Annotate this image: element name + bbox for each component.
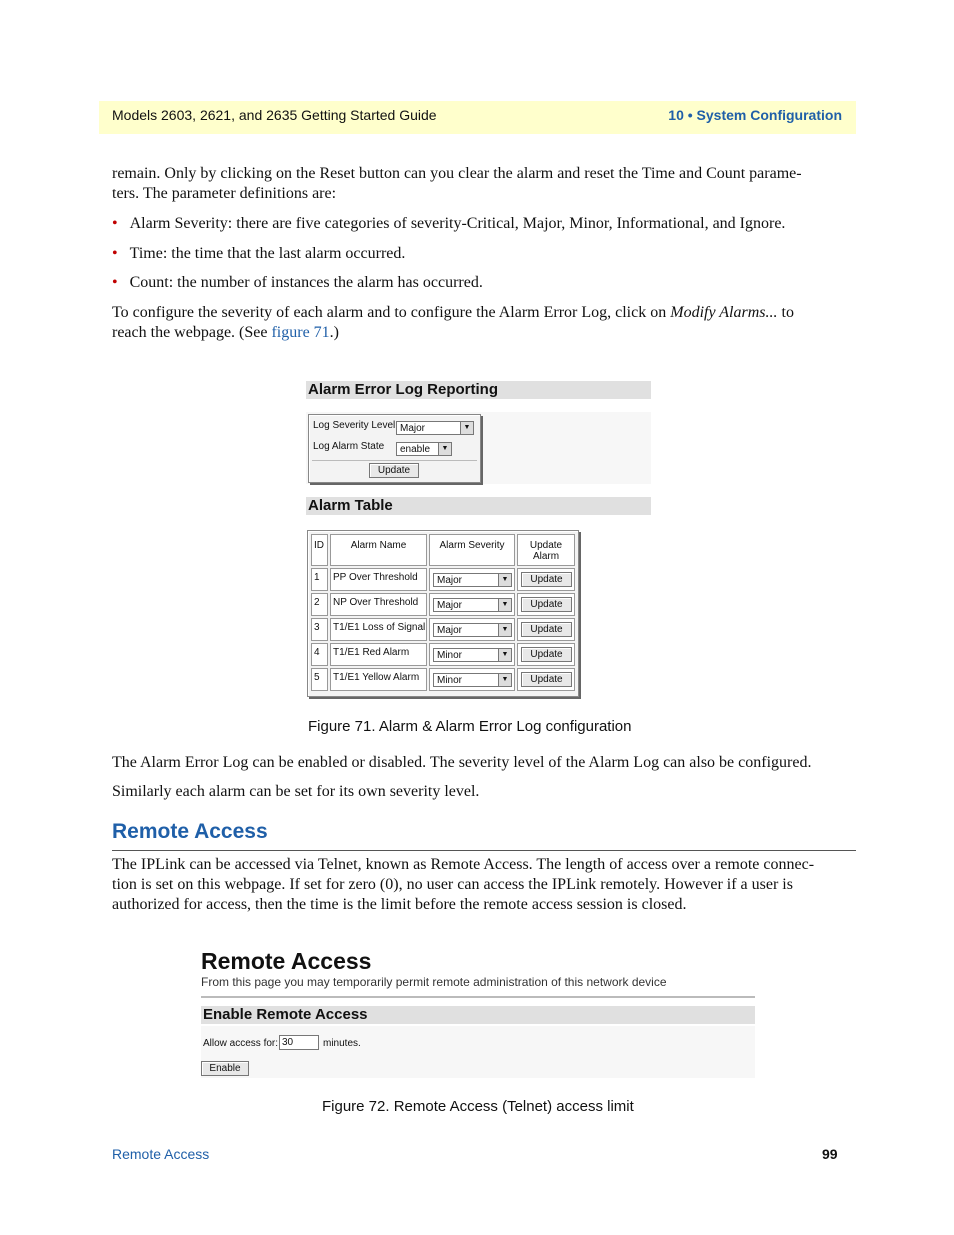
- column-header-id: ID: [311, 534, 328, 566]
- modify-alarms-emphasis: Modify Alarms...: [670, 304, 778, 321]
- table-cell-update: [517, 643, 575, 666]
- table-cell-id: 5: [311, 668, 328, 691]
- remote-access-paragraph: The IPLink can be accessed via Telnet, known as Remote Access. The length of access over a remote connec- tion is set on this webpage. If set for zero (0), no user can access the IPLink remotely. However if a user is authorized for access, then the time is the limit before the remote access session is closed.: [112, 856, 815, 913]
- access-minutes-input[interactable]: 30: [279, 1035, 319, 1050]
- table-cell-update: [517, 618, 575, 641]
- log-reporting-heading: Alarm Error Log Reporting: [306, 381, 651, 399]
- table-cell-update: [517, 568, 575, 591]
- update-alarm-button[interactable]: Update: [521, 647, 572, 662]
- enable-remote-access-panel: [201, 1026, 755, 1078]
- severity-select[interactable]: Major ▼: [433, 573, 512, 587]
- figure-72-caption: Figure 72. Remote Access (Telnet) access limit: [322, 1098, 634, 1115]
- divider: [312, 460, 477, 461]
- page-number: 99: [822, 1146, 838, 1162]
- table-cell-alarm-name: PP Over Threshold: [330, 568, 427, 591]
- column-header-alarm-name: Alarm Name: [330, 534, 427, 566]
- log-severity-select[interactable]: Major ▼: [396, 421, 474, 435]
- section-heading: Remote Access: [112, 820, 268, 843]
- log-update-button[interactable]: Update: [369, 463, 419, 478]
- severity-select[interactable]: Major ▼: [433, 623, 512, 637]
- log-alarm-state-label: Log Alarm State: [313, 441, 385, 452]
- column-header-alarm-severity: Alarm Severity: [429, 534, 515, 566]
- bullet-item: • Count: the number of instances the alarm has occurred.: [112, 274, 483, 291]
- table-cell-alarm-name: NP Over Threshold: [330, 593, 427, 616]
- allow-access-label: Allow access for:: [203, 1038, 279, 1049]
- configure-paragraph: To configure the severity of each alarm and to configure the Alarm Error Log, click on Modify Alarms... to reach the webpage. (See figure 71.): [112, 304, 794, 341]
- footer-section-link[interactable]: Remote Access: [112, 1146, 210, 1162]
- bullet-icon: •: [112, 245, 118, 262]
- severity-select[interactable]: Minor ▼: [433, 673, 512, 687]
- alarm-table: [307, 530, 579, 697]
- figure-71-link[interactable]: figure 71: [271, 324, 330, 341]
- table-cell-alarm-name: T1/E1 Loss of Signal: [330, 618, 427, 641]
- table-cell-severity: [429, 643, 515, 666]
- enable-remote-access-heading: Enable Remote Access: [201, 1006, 755, 1024]
- figure-71-caption: Figure 71. Alarm & Alarm Error Log configuration: [308, 718, 632, 735]
- table-cell-severity: [429, 668, 515, 691]
- remote-access-page-title: Remote Access: [201, 948, 372, 974]
- update-alarm-button[interactable]: Update: [521, 622, 572, 637]
- table-cell-severity: [429, 593, 515, 616]
- intro-paragraph: [112, 164, 834, 204]
- chevron-down-icon: ▼: [498, 599, 511, 611]
- enable-button[interactable]: Enable: [201, 1061, 249, 1076]
- log-alarm-state-select[interactable]: enable ▼: [396, 442, 452, 456]
- table-cell-alarm-name: T1/E1 Red Alarm: [330, 643, 427, 666]
- severity-select[interactable]: Minor ▼: [433, 648, 512, 662]
- update-alarm-button[interactable]: Update: [521, 572, 572, 587]
- table-cell-severity: [429, 568, 515, 591]
- table-cell-alarm-name: T1/E1 Yellow Alarm: [330, 668, 427, 691]
- intro-line-2: ters. The parameter definitions are:: [112, 185, 337, 202]
- chevron-down-icon: ▼: [438, 443, 451, 455]
- alarm-log-paragraph: The Alarm Error Log can be enabled or disabled. The severity level of the Alarm Log can also be configured.: [112, 754, 812, 771]
- table-cell-id: 1: [311, 568, 328, 591]
- bullet-icon: •: [112, 215, 118, 232]
- chevron-down-icon: ▼: [498, 574, 511, 586]
- remote-access-page-subtitle: From this page you may temporarily permit remote administration of this network device: [201, 975, 667, 989]
- divider: [201, 996, 755, 998]
- log-settings-box: [308, 414, 481, 483]
- table-cell-update: [517, 668, 575, 691]
- update-alarm-button[interactable]: Update: [521, 597, 572, 612]
- chevron-down-icon: ▼: [498, 674, 511, 686]
- chevron-down-icon: ▼: [498, 624, 511, 636]
- log-severity-label: Log Severity Level: [313, 420, 396, 431]
- bullet-icon: •: [112, 274, 118, 291]
- bullet-item: • Time: the time that the last alarm occurred.: [112, 245, 406, 262]
- table-cell-update: [517, 593, 575, 616]
- update-alarm-button[interactable]: Update: [521, 672, 572, 687]
- table-cell-severity: [429, 618, 515, 641]
- intro-line-1: remain. Only by clicking on the Reset button can you clear the alarm and reset the Time and Count parame-: [112, 165, 802, 182]
- chevron-down-icon: ▼: [460, 422, 473, 434]
- chevron-down-icon: ▼: [498, 649, 511, 661]
- alarm-severity-paragraph: Similarly each alarm can be set for its own severity level.: [112, 783, 480, 800]
- alarm-table-heading: Alarm Table: [306, 497, 651, 515]
- running-header-chapter: 10 • System Configuration: [668, 107, 842, 123]
- severity-select[interactable]: Major ▼: [433, 598, 512, 612]
- running-header-title: Models 2603, 2621, and 2635 Getting Started Guide: [112, 107, 437, 123]
- bullet-item: • Alarm Severity: there are five categories of severity-Critical, Major, Minor, Informational, and Ignore.: [112, 215, 786, 232]
- column-header-update-alarm: Update Alarm: [517, 534, 575, 566]
- minutes-label: minutes.: [323, 1038, 361, 1049]
- table-cell-id: 2: [311, 593, 328, 616]
- table-cell-id: 4: [311, 643, 328, 666]
- table-cell-id: 3: [311, 618, 328, 641]
- section-rule: [112, 850, 856, 851]
